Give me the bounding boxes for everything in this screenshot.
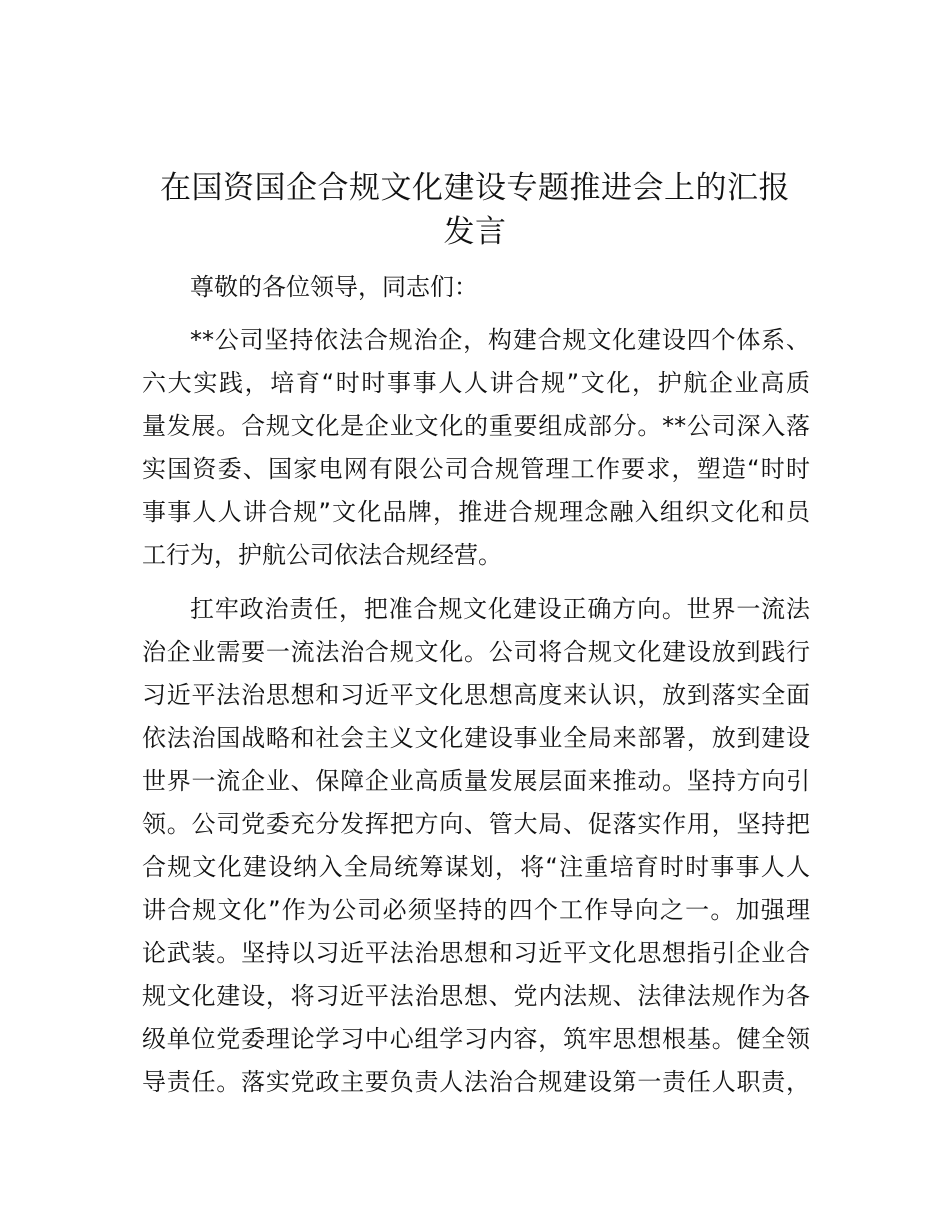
paragraph-line: 实国资委、国家电网有限公司合规管理工作要求，塑造“时时 xyxy=(142,455,810,483)
paragraph-line: 讲合规文化”作为公司必须坚持的四个工作导向之一。加强理 xyxy=(142,896,810,924)
paragraph-line: 扛牢政治责任，把准合规文化建设正确方向。世界一流法 xyxy=(190,595,810,623)
paragraph-line: 论武装。坚持以习近平法治思想和习近平文化思想指引企业合 xyxy=(142,939,810,967)
document-title: 在国资国企合规文化建设专题推进会上的汇报 xyxy=(160,170,790,206)
paragraph-line: 导责任。落实党政主要负责人法治合规建设第一责任人职责， xyxy=(142,1068,810,1096)
paragraph-line: 工行为，护航公司依法合规经营。 xyxy=(142,541,502,569)
paragraph-line: 依法治国战略和社会主义文化建设事业全局来部署，放到建设 xyxy=(142,724,810,752)
paragraph-line: 量发展。合规文化是企业文化的重要组成部分。**公司深入落 xyxy=(142,412,810,440)
paragraph-line: 规文化建设，将习近平法治思想、党内法规、法律法规作为各 xyxy=(142,982,810,1010)
paragraph-line: 级单位党委理论学习中心组学习内容，筑牢思想根基。健全领 xyxy=(142,1025,810,1053)
paragraph-line: 领。公司党委充分发挥把方向、管大局、促落实作用，坚持把 xyxy=(142,810,810,838)
paragraph-line: 治企业需要一流法治合规文化。公司将合规文化建设放到践行 xyxy=(142,638,810,666)
document-title-continued: 发言 xyxy=(443,214,507,250)
paragraph-line: 事事人人讲合规”文化品牌，推进合规理念融入组织文化和员 xyxy=(142,498,810,526)
salutation: 尊敬的各位领导，同志们： xyxy=(190,273,478,301)
paragraph-line: 世界一流企业、保障企业高质量发展层面来推动。坚持方向引 xyxy=(142,767,810,795)
paragraph-line: 合规文化建设纳入全局统筹谋划，将“注重培育时时事事人人 xyxy=(142,853,810,881)
paragraph-line: 六大实践，培育“时时事事人人讲合规”文化，护航企业高质 xyxy=(142,369,810,397)
paragraph-line: **公司坚持依法合规治企，构建合规文化建设四个体系、 xyxy=(190,326,810,354)
paragraph-line: 习近平法治思想和习近平文化思想高度来认识，放到落实全面 xyxy=(142,681,810,709)
